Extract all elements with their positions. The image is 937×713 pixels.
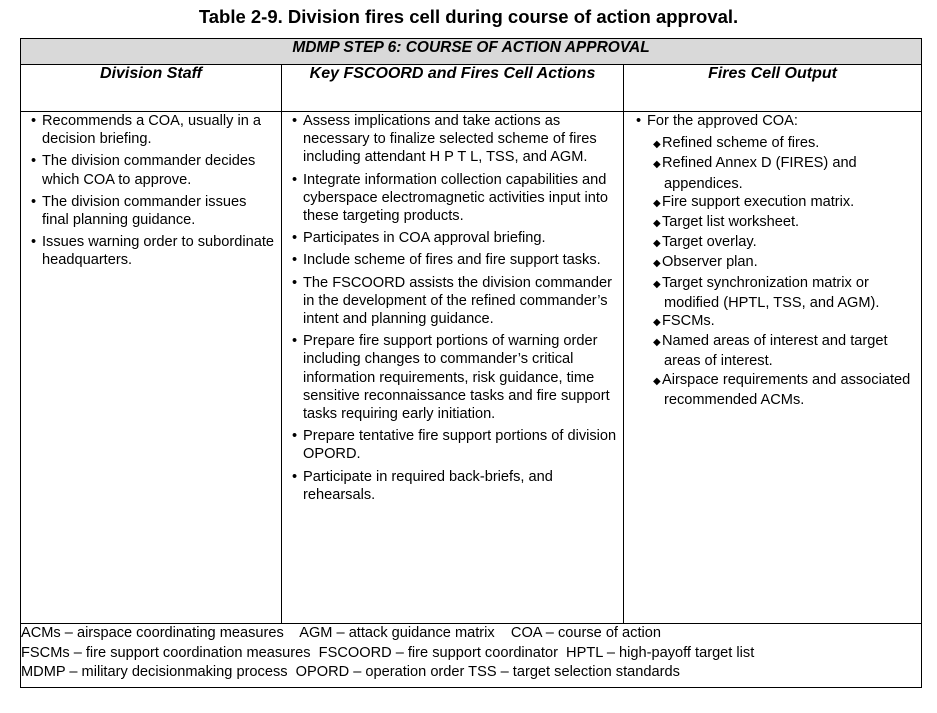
list-item: • Prepare tentative fire support portions of division OPORD. <box>292 427 619 463</box>
fires-output-lead: • For the approved COA: <box>636 112 921 130</box>
column-header-fscoord-actions: Key FSCOORD and Fires Cell Actions <box>282 65 624 112</box>
list-item: • Recommends a COA, usually in a decision briefing. <box>31 112 277 148</box>
footnote-line: FSCMs – fire support coordination measures FSCOORD – fire support coordinator HPTL – high-payoff target list <box>21 644 755 661</box>
abbreviations-footnote <box>21 624 922 688</box>
list-item: ◆Fire support execution matrix. <box>636 193 917 213</box>
list-item: ◆Target list worksheet. <box>636 213 917 233</box>
list-item: • Include scheme of fires and fire support tasks. <box>292 251 619 269</box>
list-item: • Integrate information collection capabilities and cyberspace electromagnetic activities input into these targeting products. <box>292 171 619 226</box>
diamond-bullet-icon: ◆ <box>653 375 661 387</box>
diamond-bullet-icon: ◆ <box>653 278 661 290</box>
diamond-bullet-icon: ◆ <box>653 317 661 329</box>
diamond-bullet-icon: ◆ <box>653 218 661 230</box>
diamond-bullet-icon: ◆ <box>653 159 661 171</box>
list-item: ◆Airspace requirements and associated recommended ACMs. <box>653 371 911 408</box>
diamond-bullet-icon: ◆ <box>653 337 661 349</box>
list-item: ◆Target overlay. <box>636 233 917 253</box>
list-item: • Participates in COA approval briefing. <box>292 229 619 247</box>
column-header-fires-output: Fires Cell Output <box>624 65 922 112</box>
list-item: ◆Target synchronization matrix or modified (HPTL, TSS, and AGM). <box>653 274 880 311</box>
diamond-bullet-icon: ◆ <box>653 197 661 209</box>
division-staff-list <box>21 112 281 270</box>
diamond-bullet-icon: ◆ <box>653 139 661 151</box>
list-item: • Issues warning order to subordinate headquarters. <box>31 233 277 269</box>
list-item: • The FSCOORD assists the division commander in the development of the refined commander’s intent and planning guidance. <box>292 274 619 329</box>
column-header-division-staff: Division Staff <box>21 65 282 112</box>
list-item: ◆Observer plan. <box>636 253 917 273</box>
footnote-line: MDMP – military decisionmaking process OPORD – operation order TSS – target selection standards <box>21 664 680 680</box>
fscoord-actions-cell <box>282 112 624 624</box>
diamond-bullet-icon: ◆ <box>653 258 661 270</box>
fires-output-cell <box>624 112 922 624</box>
list-item: • The division commander decides which COA to approve. <box>31 152 277 188</box>
list-item: • The division commander issues final planning guidance. <box>31 193 277 229</box>
list-item: ◆Refined Annex D (FIRES) and appendices. <box>653 155 857 192</box>
coa-approval-table <box>20 38 922 688</box>
diamond-bullet-icon: ◆ <box>653 238 661 250</box>
list-item: ◆Refined scheme of fires. <box>636 134 917 154</box>
list-item: • Assess implications and take actions as necessary to finalize selected scheme of fires including attendant H P T L, TSS, and AGM. <box>292 112 619 167</box>
footnote-line: ACMs – airspace coordinating measures AGM – attack guidance matrix COA – course of action <box>21 625 661 641</box>
list-item: ◆FSCMs. <box>636 312 917 332</box>
list-item: • Participate in required back-briefs, and rehearsals. <box>292 468 619 504</box>
step-header: MDMP STEP 6: COURSE OF ACTION APPROVAL <box>21 39 922 65</box>
table-title: Table 2-9. Division fires cell during course of action approval. <box>198 6 739 27</box>
fires-output-list <box>636 134 921 409</box>
division-staff-cell <box>21 112 282 624</box>
list-item: ◆Named areas of interest and target areas of interest. <box>653 333 888 370</box>
fscoord-actions-list <box>282 112 623 504</box>
list-item: • Prepare fire support portions of warning order including changes to commander’s critical information requirements, risk guidance, time sensitive reconnaissance tasks and fire support tasks requiring early initiation. <box>292 332 619 423</box>
